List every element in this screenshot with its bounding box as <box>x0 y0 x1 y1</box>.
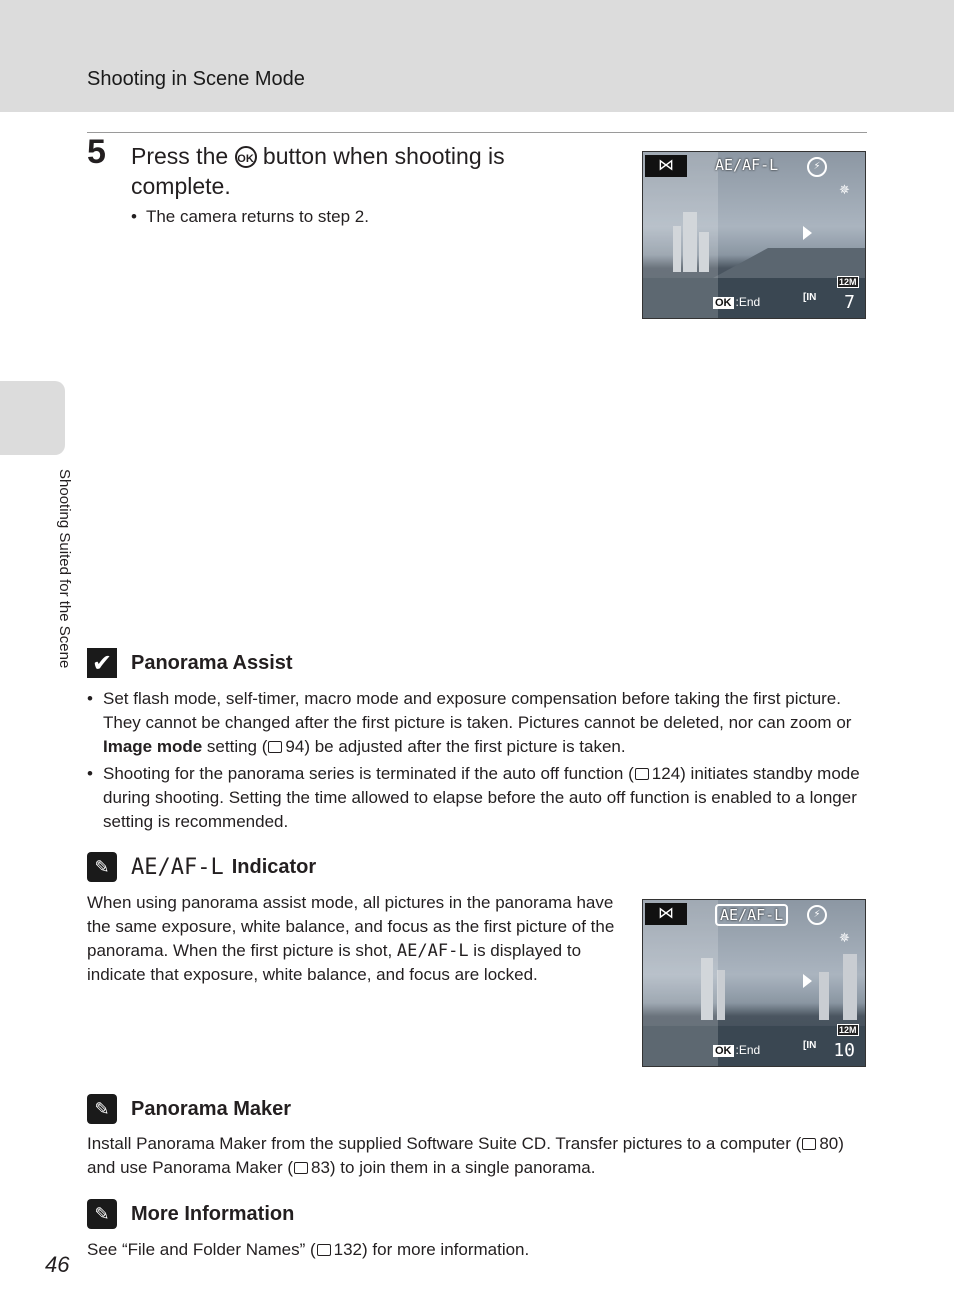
panorama-maker-heading <box>87 1094 291 1124</box>
section-title: Shooting in Scene Mode <box>87 68 305 90</box>
panorama-mode-icon: ⋈ <box>645 903 687 925</box>
internal-memory-icon: [IN <box>803 292 817 303</box>
frames-remaining: 10 <box>833 1040 855 1061</box>
page-ref: 132 <box>333 1240 363 1259</box>
check-icon: ✔ <box>87 648 117 678</box>
end-label: :End <box>735 1043 761 1057</box>
list-item <box>87 762 867 834</box>
page-number: 46 <box>45 1252 70 1277</box>
scene-building <box>819 972 829 1020</box>
bullet-text: Shooting for the panorama series is terminated if the auto off function ( <box>103 764 634 783</box>
page-ref-icon <box>635 768 649 780</box>
scene-building <box>843 954 857 1020</box>
more-info-text <box>87 1238 867 1262</box>
panorama-mode-icon: ⋈ <box>645 155 687 177</box>
page-ref-icon <box>268 741 282 753</box>
page-ref: 80 <box>819 1134 839 1153</box>
tip-icon: ✎ <box>87 1199 117 1229</box>
end-indicator <box>713 1043 760 1057</box>
end-indicator <box>713 295 760 309</box>
camera-screen-1 <box>642 151 866 319</box>
image-size-icon: 12M <box>839 277 857 287</box>
ok-key-icon: OK <box>715 1045 732 1057</box>
para-text: When using panorama assist mode, all pictures in the panorama have the same exposure, white balance, and focus as the first picture of the panorama. When the first picture is shot, <box>87 893 615 960</box>
end-label: :End <box>735 295 761 309</box>
page-ref-icon <box>317 1244 331 1256</box>
list-item <box>87 687 867 759</box>
flash-icon: ⚡ <box>807 157 827 177</box>
para-text: ) and use Panorama Maker ( <box>87 1134 844 1177</box>
page-ref-icon <box>802 1138 816 1150</box>
bullet-text: ) initiates standby mode during shooting. Setting the time allowed to elapse before the auto off function is enabled to a longer setting is recommended. <box>103 764 860 831</box>
page-ref: 124 <box>651 764 681 783</box>
para-text: ) to join them in a single panorama. <box>329 1158 596 1177</box>
bullet-bold: Image mode <box>103 737 203 756</box>
more-info-heading <box>87 1199 294 1229</box>
more-info-title: More Information <box>131 1202 295 1225</box>
panorama-assist-heading <box>87 648 293 678</box>
para-text: is displayed to indicate that exposure, white balance, and focus are locked. <box>87 941 582 984</box>
flash-icon: ⚡ <box>807 905 827 925</box>
aeaf-lock-label: AE/AF-L <box>715 904 788 926</box>
page-ref: 83 <box>311 1158 330 1177</box>
aeaf-indicator-text <box>87 891 627 987</box>
step-number: 5 <box>87 133 106 171</box>
step-title-start: Press the <box>131 143 235 169</box>
tip-icon: ✎ <box>87 852 117 882</box>
aeaf-indicator-title: Indicator <box>231 855 317 878</box>
panorama-assist-title: Panorama Assist <box>131 651 293 674</box>
bullet-text: Set flash mode, self-timer, macro mode and exposure compensation before taking the first picture. They cannot be changed after the first picture is taken. Pictures cannot be deleted, nor can zoom or <box>103 689 852 732</box>
scene-mountain <box>713 248 866 278</box>
vibration-reduction-icon: ✵ <box>839 182 850 197</box>
panorama-maker-text <box>87 1132 867 1180</box>
aeaf-symbol: AE/AF-L <box>131 854 224 880</box>
side-tab-label: Shooting Suited for the Scene <box>56 469 73 669</box>
step-bullet: • The camera returns to step 2. <box>131 207 369 227</box>
page-ref: 94 <box>285 737 305 756</box>
para-text: See “File and Folder Names” ( <box>87 1240 316 1259</box>
image-size-icon: 12M <box>839 1025 857 1035</box>
para-text: ) for more information. <box>362 1240 530 1259</box>
para-text: Install Panorama Maker from the supplied Software Suite CD. Transfer pictures to a computer ( <box>87 1134 802 1153</box>
direction-arrow-icon <box>803 226 812 240</box>
bullet-text: setting ( <box>202 737 268 756</box>
tip-icon: ✎ <box>87 1094 117 1124</box>
ok-button-icon: OK <box>235 146 257 168</box>
aeaf-symbol-inline: AE/AF-L <box>396 941 469 961</box>
scene-building <box>717 970 725 1020</box>
step-title-end: button when shooting is complete. <box>131 143 505 199</box>
vibration-reduction-icon: ✵ <box>839 930 850 945</box>
step-title <box>131 141 571 201</box>
ok-key-icon: OK <box>715 297 732 309</box>
camera-screen-2 <box>642 899 866 1067</box>
page-ref-icon <box>294 1162 308 1174</box>
header-divider <box>87 132 867 133</box>
frames-remaining: 7 <box>844 292 855 313</box>
panorama-maker-title: Panorama Maker <box>131 1097 292 1120</box>
direction-arrow-icon <box>803 974 812 988</box>
side-tab <box>0 381 65 455</box>
internal-memory-icon: [IN <box>803 1040 817 1051</box>
aeaf-lock-label: AE/AF-L <box>715 156 779 174</box>
bullet-text: ) be adjusted after the first picture is taken. <box>304 737 626 756</box>
aeaf-indicator-heading <box>87 852 316 882</box>
header-band <box>0 0 954 112</box>
